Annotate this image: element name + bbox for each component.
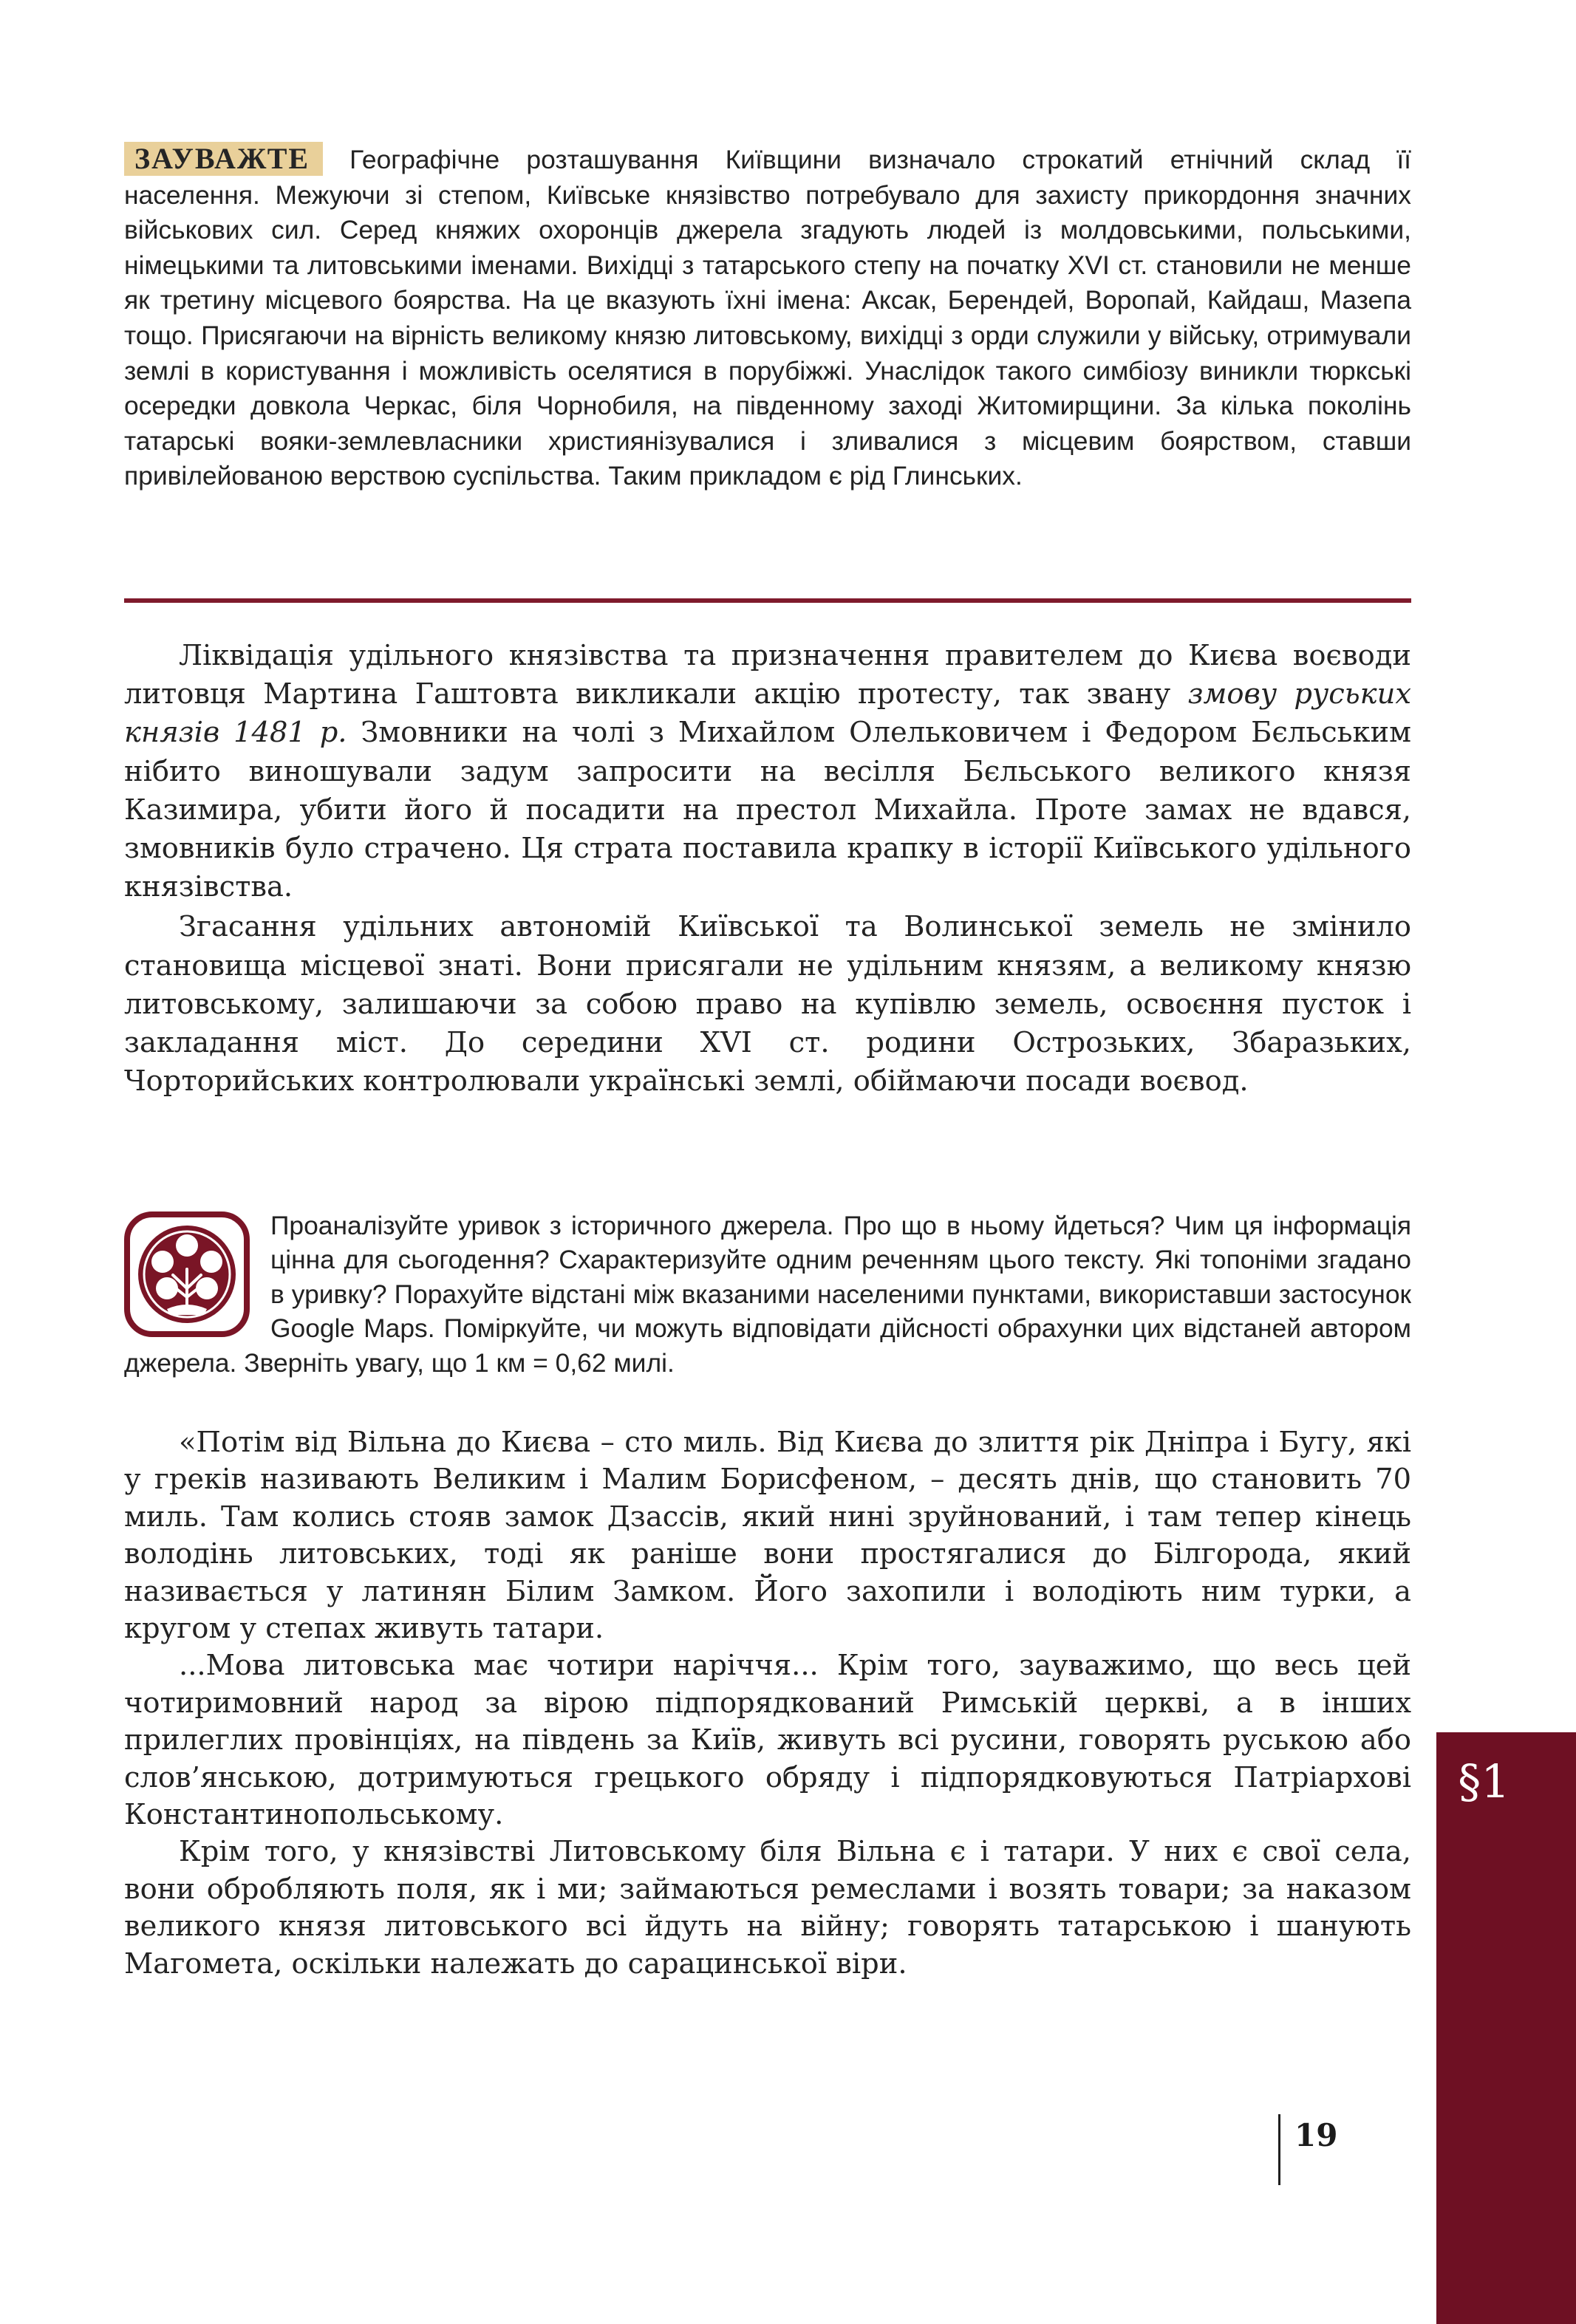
emphasized-term: змову руських князів 1481 р.	[124, 677, 1411, 750]
source-analysis-icon	[124, 1211, 250, 1337]
note-block	[124, 142, 1411, 494]
main-paragraph-1-end: Змовники на чолі з Михайлом Олельковичем і Федором Бєльським нібито виношували задум запросити на весілля Бєльського великого князя Казимира, убити його й посадити на престол Михайла. Проте замах не вдався, змовників було страчено. Ця страта поставила крапку в історії Київського удільного князівства.	[124, 716, 1411, 904]
main-paragraph-1	[124, 637, 1411, 906]
section-divider	[124, 598, 1411, 603]
quote-paragraph-2: ...Мова литовська має чотири наріччя... Крім того, зауважимо, що весь цей чотиримовний народ за вірою підпорядкований Римській церкві, а в інших прилеглих провінціях, на південь за Київ, живуть всі русини, говорять руською або слов’янською, дотримуються грецького обряду і підпорядковуються Патріархові Константинопольському.	[124, 1649, 1411, 1832]
main-text	[124, 637, 1411, 1102]
page-number: 19	[1294, 2117, 1338, 2153]
main-paragraph-1-start: Ліквідація удільного князівства та призначення правителем до Києва воєводи литовця Мартина Гаштовта викликали акцію протесту, так звану	[124, 639, 1411, 711]
section-label: §1	[1458, 1754, 1510, 1808]
task-text: Проаналізуйте уривок з історичного джерела. Про що в ньому йдеться? Чим ця інформація цінна для сьогодення? Схарактеризуйте одним реченням цього тексту. Які топоніми згадано в уривку? Порахуйте відстані між вказаними населеними пунктами, використавши застосунок Google Maps. Поміркуйте, чи можуть відповідати дійсності обрахунки цих відстаней автором джерела. Зверніть увагу, що 1 км = 0,62 милі.	[124, 1211, 1411, 1378]
task-block	[124, 1209, 1411, 1380]
quote-text	[124, 1424, 1411, 1983]
main-paragraph-2: Згасання удільних автономій Київської та Волинської земель не змінило становища місцевої знаті. Вони присягали не удільним князям, а великому князю литовському, залишаючи за собою право на купівлю земель, освоєння пусток і закладання міст. До середини XVI ст. родини Острозьких, Збаразьких, Чорторийських контролювали українські землі, обіймаючи посади воєвод.	[124, 910, 1411, 1098]
quote-paragraph-1: «Потім від Вільна до Києва – сто миль. Від Києва до злиття рік Дніпра і Бугу, які у греків називають Великим і Малим Борисфеном, – десять днів, що становить 70 миль. Там колись стояв замок Дзассів, який нині зруйнований, і там тепер кінець володінь литовських, тоді як раніше вони простягалися до Білгорода, який називається у латинян Білим Замком. Його захопили і володіють ним турки, а кругом у степах живуть татари.	[124, 1426, 1411, 1646]
note-text: Географічне розташування Київщини визначало строкатий етнічний склад її населення. Межуючи зі степом, Київське князівство потребувало для захисту прикордоння значних військових сил. Серед княжих охоронців джерела згадують людей із молдовськими, польськими, німецькими та литовськими іменами. Вихідці з татарського степу на початку XVI ст. становили не менше як третину місцевого боярства. На це вказують їхні імена: Аксак, Берендей, Воропай, Кайдаш, Мазепа тощо. Присягаючи на вірність великому князю литовському, вихідці з орди служили у війську, отримували землі в користування і можливість оселятися в порубіжжі. Унаслідок такого симбіозу виникли тюркські осередки довкола Черкас, біля Чорнобиля, на південному заході Житомирщини. За кілька поколінь татарські вояки-землевласники християнізувалися і зливалися з місцевим боярством, ставши привілейованою верствою суспільства. Таким прикладом є рід Глинських.	[124, 145, 1411, 491]
page-number-divider	[1278, 2114, 1280, 2185]
quote-paragraph-3: Крім того, у князівстві Литовському біля Вільна є і татари. У них є свої села, вони обробляють поля, як і ми; займаються ремеслами і возять товари; за наказом великого князя литовського всі йдуть на війну; говорять татарською і шанують Магомета, оскільки належать до сарацинської віри.	[124, 1835, 1411, 1980]
section-tab	[1436, 1732, 1576, 2324]
note-label: ЗАУВАЖТЕ	[124, 142, 323, 176]
